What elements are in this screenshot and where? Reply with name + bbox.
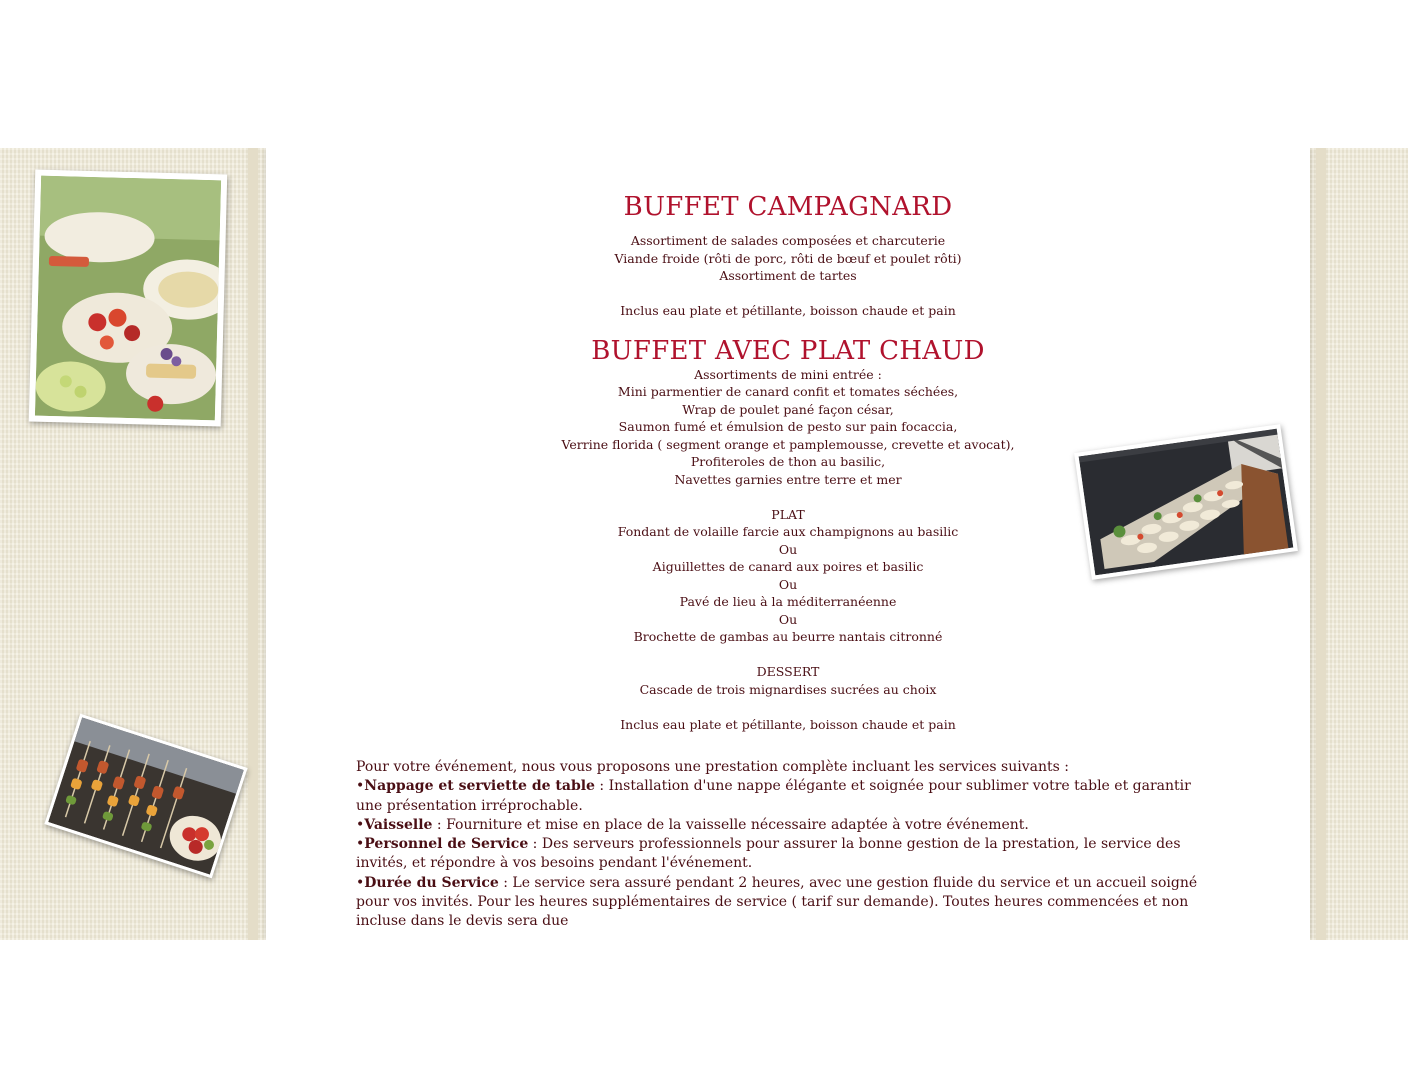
service-text: : Des serveurs professionnels pour assurer la bonne gestion de la prestation, le service des invités, et répondre à vos besoins pendant l'événement. <box>356 836 1181 872</box>
services-block <box>356 758 1206 932</box>
skewers-image <box>48 717 244 874</box>
skewers-photo <box>44 714 247 879</box>
plat-line: Fondant de volaille farcie aux champignons au basilic <box>617 524 959 539</box>
bullet: • <box>356 874 365 891</box>
buffet-display-image <box>1079 429 1294 576</box>
service-item <box>356 835 1206 874</box>
entree-line: Navettes garnies entre terre et mer <box>674 471 902 487</box>
plat-line: Ou <box>778 611 798 627</box>
service-item <box>356 874 1206 932</box>
plat-line: Ou <box>778 541 798 557</box>
service-item <box>356 816 1206 835</box>
plat-line: Pavé de lieu à la méditerranéenne <box>679 594 897 609</box>
entree-line: Wrap de poulet pané façon césar, <box>682 401 894 417</box>
plat-line: Aiguillettes de canard aux poires et basilic <box>652 559 924 574</box>
service-label: Nappage et serviette de table <box>364 778 595 795</box>
plat-heading: PLAT <box>771 506 805 522</box>
dessert-heading: DESSERT <box>756 664 820 679</box>
service-label: Vaisselle <box>364 816 433 833</box>
buffet1-line: Assortiment de tartes <box>719 268 857 283</box>
menu-content <box>266 148 1310 733</box>
entree-line: Mini parmentier de canard confit et tomates séchées, <box>617 384 959 399</box>
buffet2-title: BUFFET AVEC PLAT CHAUD <box>591 335 985 366</box>
services-intro: Pour votre événement, nous vous proposons une prestation complète incluant les services suivants : <box>356 759 1069 775</box>
dessert-line: Cascade de trois mignardises sucrées au choix <box>639 681 937 697</box>
buffet1-included: Inclus eau plate et pétillante, boisson chaude et pain <box>620 303 956 318</box>
service-item <box>356 777 1206 816</box>
entree-line: Profiteroles de thon au basilic, <box>690 454 886 469</box>
bullet: • <box>356 778 365 795</box>
service-label: Durée du Service <box>364 874 499 891</box>
entree-line: Saumon fumé et émulsion de pesto sur pain focaccia, <box>618 419 958 434</box>
buffet-table-photo <box>29 170 228 427</box>
entree-line: Assortiments de mini entrée : <box>694 366 882 382</box>
slide <box>0 148 1408 940</box>
service-text: : Fourniture et mise en place de la vaisselle nécessaire adaptée à votre événement. <box>432 816 1029 833</box>
service-text: : Le service sera assuré pendant 2 heures, avec une gestion fluide du service et un accueil soigné pour vos invités. Pour les heures supplémentaires de service ( tarif sur demande). Toutes heures commencées et non incluse dans le devis sera due <box>356 874 1198 930</box>
plat-line: Ou <box>778 576 798 592</box>
entree-line: Verrine florida ( segment orange et pamplemousse, crevette et avocat), <box>561 436 1015 452</box>
buffet1-line: Viande froide (rôti de porc, rôti de bœuf et poulet rôti) <box>614 250 962 266</box>
bullet: • <box>356 816 365 833</box>
service-text: : Installation d'une nappe élégante et soignée pour sublimer votre table et garantir une présentation irréprochable. <box>356 778 1191 814</box>
left-edge <box>248 148 258 940</box>
service-label: Personnel de Service <box>364 836 529 853</box>
right-edge <box>1316 148 1326 940</box>
buffet-table-image <box>35 176 221 421</box>
buffet2-included: Inclus eau plate et pétillante, boisson chaude et pain <box>620 716 956 732</box>
plat-line: Brochette de gambas au beurre nantais citronné <box>633 629 943 644</box>
buffet1-title: BUFFET CAMPAGNARD <box>623 192 953 222</box>
buffet1-line: Assortiment de salades composées et charcuterie <box>630 233 946 248</box>
bullet: • <box>356 836 365 853</box>
